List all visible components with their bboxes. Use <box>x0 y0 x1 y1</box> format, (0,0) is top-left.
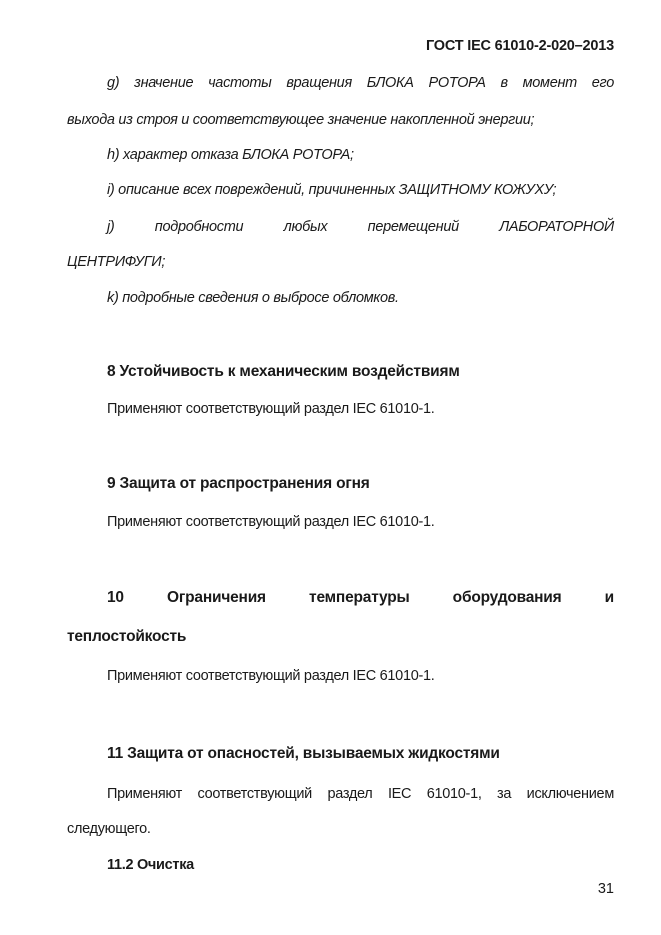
list-item-g-line1: g) значение частоты вращения БЛОКА РОТОРА в момент его <box>107 75 614 91</box>
section-8-text: Применяют соответствующий раздел IEC 61010-1. <box>107 401 435 417</box>
section-10-heading-line2: теплостойкость <box>67 628 187 645</box>
section-8-heading: 8 Устойчивость к механическим воздействиям <box>107 363 460 380</box>
list-item-j-line2: ЦЕНТРИФУГИ; <box>67 254 166 270</box>
section-11-2-heading: 11.2 Очистка <box>107 857 194 873</box>
section-9-heading: 9 Защита от распространения огня <box>107 475 370 492</box>
section-10-text: Применяют соответствующий раздел IEC 61010-1. <box>107 668 435 684</box>
page-number: 31 <box>597 881 614 897</box>
list-item-g-line2: выхода из строя и соответствующее значение накопленной энергии; <box>67 112 535 128</box>
list-item-h: h) характер отказа БЛОКА РОТОРА; <box>107 147 354 163</box>
list-item-j-line1: j) подробности любых перемещений ЛАБОРАТОРНОЙ <box>107 219 614 235</box>
list-item-k: k) подробные сведения о выбросе обломков. <box>107 290 399 306</box>
section-9-text: Применяют соответствующий раздел IEC 61010-1. <box>107 514 435 530</box>
section-10-heading-line1: 10 Ограничения температуры оборудования и <box>107 589 614 606</box>
section-11-heading: 11 Защита от опасностей, вызываемых жидкостями <box>107 745 500 762</box>
section-11-text-line1: Применяют соответствующий раздел IEC 61010-1, за исключением <box>107 786 614 802</box>
section-11-text-line2: следующего. <box>67 821 151 837</box>
document-code: ГОСТ IEC 61010-2-020–2013 <box>425 38 614 54</box>
list-item-i: i) описание всех повреждений, причиненных ЗАЩИТНОМУ КОЖУХУ; <box>107 182 557 198</box>
